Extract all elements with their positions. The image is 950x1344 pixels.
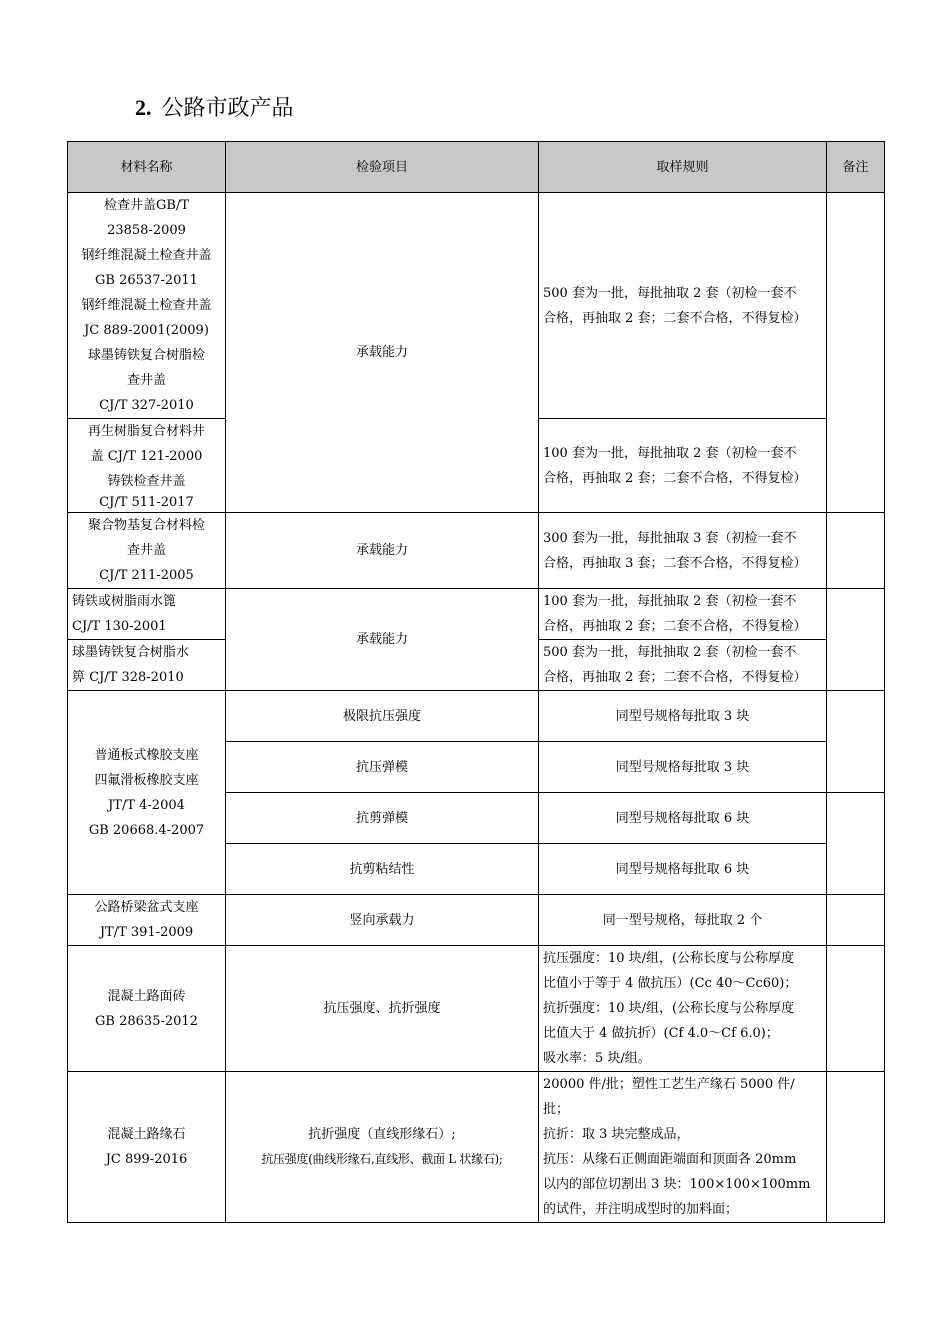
item-cell: 承载能力 — [226, 513, 539, 589]
remark-cell — [827, 193, 885, 513]
rule-cell: 抗压强度：10 块/组，(公称长度与公称厚度 比值小于等于 4 做抗压）(Cc 40～Cc60)； 抗折强度：10 块/组，(公称长度与公称厚度 比值大于 4 做抗折）(Cf 4.0～Cf 6.0)； 吸水率：5 块/组。 — [539, 946, 827, 1072]
remark-cell — [827, 589, 885, 691]
remark-cell — [827, 946, 885, 1072]
item-cell: 抗剪粘结性 — [226, 844, 539, 895]
rule-cell: 同型号规格每批取 3 块 — [539, 691, 827, 742]
rule-cell: 同型号规格每批取 3 块 — [539, 742, 827, 793]
item-cell: 承载能力 — [226, 193, 539, 513]
item-cell: 极限抗压强度 — [226, 691, 539, 742]
item-cell: 抗压强度、抗折强度 — [226, 946, 539, 1072]
item-cell: 抗压弹模 — [226, 742, 539, 793]
rule-cell: 同型号规格每批取 6 块 — [539, 844, 827, 895]
material-cell: 混凝土路缘石 JC 899-2016 — [68, 1072, 226, 1223]
table-row — [68, 1072, 885, 1223]
material-cell: 球墨铸铁复合树脂水 箅 CJ/T 328-2010 — [68, 640, 226, 691]
rule-cell: 500 套为一批，每批抽取 2 套（初检一套不 合格，再抽取 2 套；二套不合格，不得复检） — [539, 193, 827, 419]
remark-cell — [827, 691, 885, 793]
item-cell: 竖向承载力 — [226, 895, 539, 946]
remark-cell — [827, 793, 885, 895]
material-cell: 混凝土路面砖 GB 28635-2012 — [68, 946, 226, 1072]
rule-cell: 500 套为一批，每批抽取 2 套（初检一套不 合格，再抽取 2 套；二套不合格，不得复检） — [539, 640, 827, 691]
section-number: 2. — [135, 95, 152, 120]
header-material: 材料名称 — [68, 142, 226, 193]
rule-cell: 100 套为一批，每批抽取 2 套（初检一套不 合格，再抽取 2 套；二套不合格，不得复检） — [539, 419, 827, 513]
header-rule: 取样规则 — [539, 142, 827, 193]
header-item: 检验项目 — [226, 142, 539, 193]
material-cell: 铸铁或树脂雨水篦 CJ/T 130-2001 — [68, 589, 226, 640]
section-title: 公路市政产品 — [161, 96, 294, 121]
table-row — [68, 691, 885, 742]
rule-cell: 100 套为一批，每批抽取 2 套（初检一套不 合格，再抽取 2 套；二套不合格，不得复检） — [539, 589, 827, 640]
rule-cell: 300 套为一批，每批抽取 3 套（初检一套不 合格，再抽取 3 套；二套不合格，不得复检） — [539, 513, 827, 589]
material-cell: 普通板式橡胶支座 四氟滑板橡胶支座 JT/T 4-2004 GB 20668.4-2007 — [68, 691, 226, 895]
inspection-table — [67, 141, 885, 1223]
rule-cell: 20000 件/批；塑性工艺生产缘石 5000 件/ 批； 抗折：取 3 块完整成品， 抗压：从缘石正侧面距端面和顶面各 20mm 以内的部位切割出 3 块：100×100×100mm 的试件，并注明成型时的加料面； — [539, 1072, 827, 1223]
material-cell: 再生树脂复合材料井 盖 CJ/T 121-2000 铸铁检查井盖 CJ/T 511-2017 — [68, 419, 226, 513]
table-row — [68, 589, 885, 640]
table-row — [68, 895, 885, 946]
material-cell: 聚合物基复合材料检 查井盖 CJ/T 211-2005 — [68, 513, 226, 589]
table-row — [68, 513, 885, 589]
remark-cell — [827, 513, 885, 589]
section-heading — [135, 92, 294, 125]
table-row — [68, 946, 885, 1072]
table-header-row — [68, 142, 885, 193]
item-cell: 承载能力 — [226, 589, 539, 691]
material-cell: 公路桥梁盆式支座 JT/T 391-2009 — [68, 895, 226, 946]
item-cell: 抗剪弹模 — [226, 793, 539, 844]
header-remark: 备注 — [827, 142, 885, 193]
table-row — [68, 193, 885, 419]
material-cell: 检查井盖GB/T 23858-2009 钢纤维混凝土检查井盖 GB 26537-2011 钢纤维混凝土检查井盖 JC 889-2001(2009) 球墨铸铁复合树脂检 查井盖 CJ/T 327-2010 — [68, 193, 226, 419]
remark-cell — [827, 895, 885, 946]
rule-cell: 同一型号规格，每批取 2 个 — [539, 895, 827, 946]
rule-cell: 同型号规格每批取 6 块 — [539, 793, 827, 844]
remark-cell — [827, 1072, 885, 1223]
item-cell: 抗折强度（直线形缘石）; 抗压强度(曲线形缘石,直线形、截面 L 状缘石); — [226, 1072, 539, 1223]
